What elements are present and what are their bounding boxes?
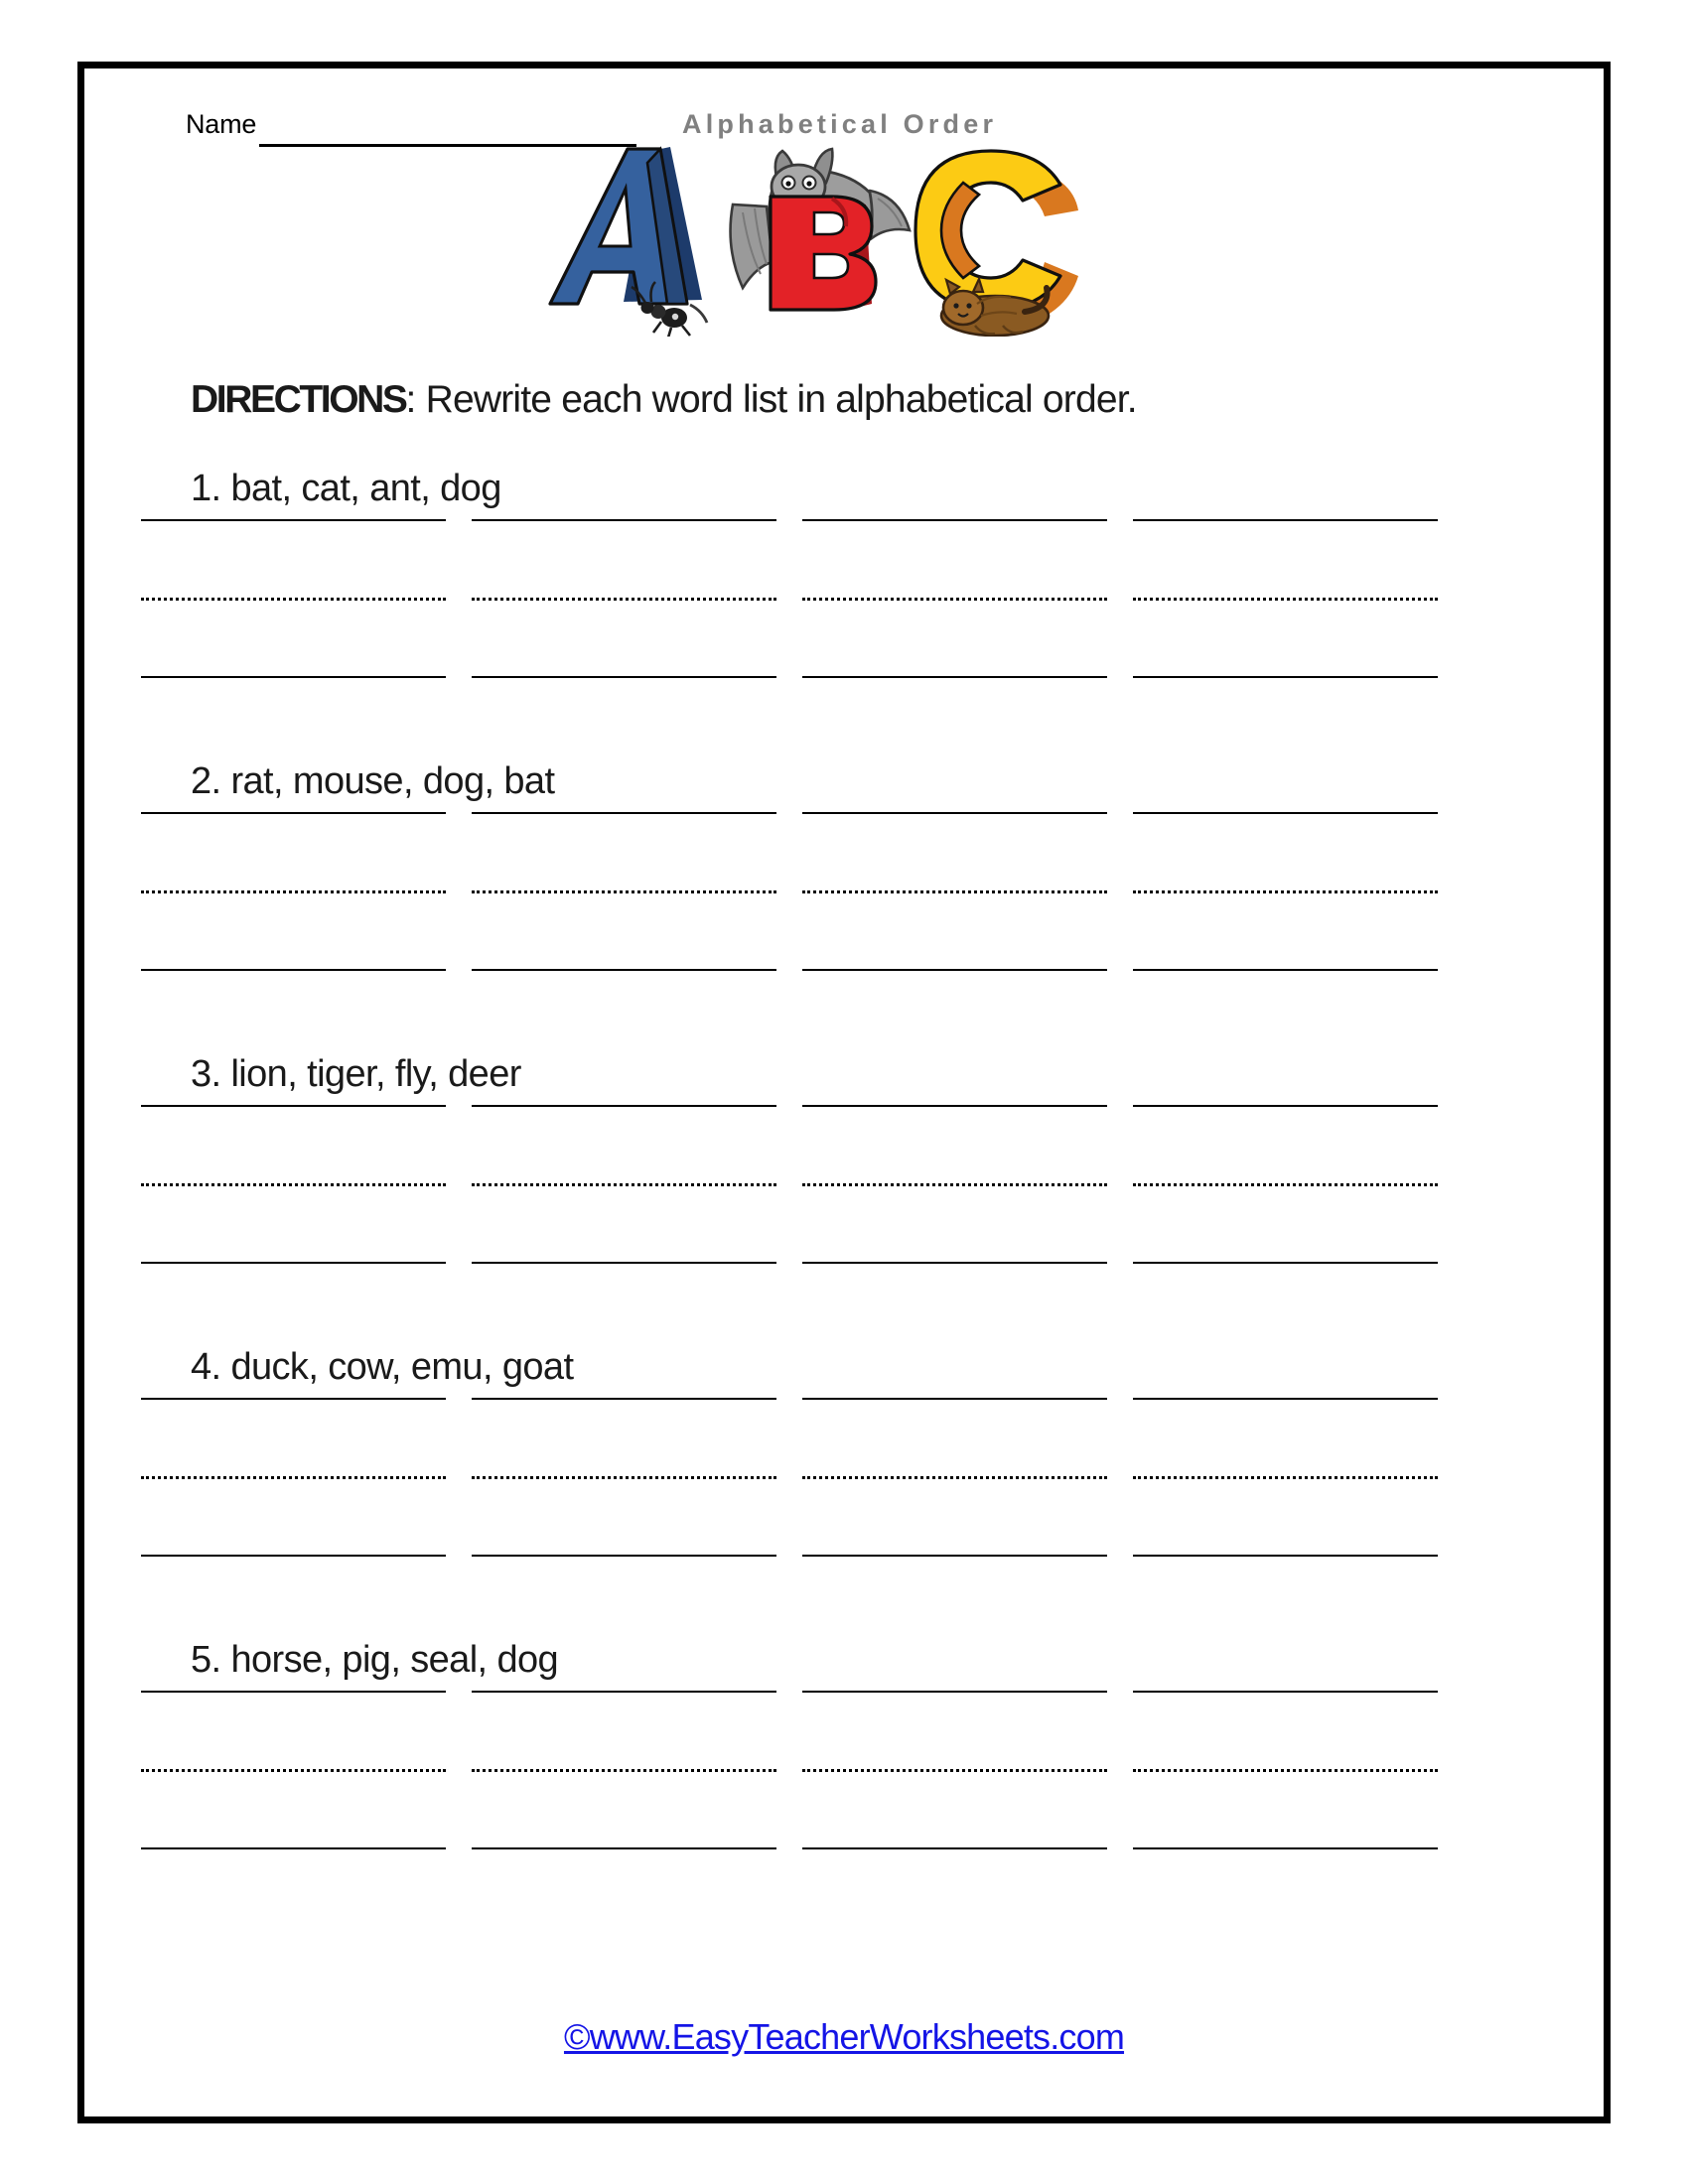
rule-top xyxy=(1133,1105,1438,1107)
rule-middle-dotted xyxy=(1133,890,1438,893)
answer-lines-row xyxy=(141,1398,1551,1557)
rule-bottom xyxy=(1133,969,1438,971)
rule-middle-dotted xyxy=(1133,598,1438,601)
directions-body: Rewrite each word list in alphabetical order. xyxy=(425,378,1137,421)
answer-line-slot[interactable] xyxy=(141,1105,446,1264)
directions-label: DIRECTIONS xyxy=(191,378,406,421)
rule-top xyxy=(1133,812,1438,814)
answer-line-slot[interactable] xyxy=(1133,1691,1438,1849)
rule-top xyxy=(1133,519,1438,521)
rule-bottom xyxy=(1133,1847,1438,1849)
rule-top xyxy=(472,1691,776,1693)
rule-middle-dotted xyxy=(472,890,776,893)
rule-middle-dotted xyxy=(802,598,1107,601)
footer xyxy=(91,2016,1597,2058)
rule-top xyxy=(141,812,446,814)
rule-middle-dotted xyxy=(141,1476,446,1479)
rule-top xyxy=(141,1105,446,1107)
answer-line-slot[interactable] xyxy=(802,519,1107,678)
rule-bottom xyxy=(1133,1555,1438,1557)
rule-bottom xyxy=(472,1262,776,1264)
rule-top xyxy=(1133,1691,1438,1693)
rule-bottom xyxy=(1133,1262,1438,1264)
rule-bottom xyxy=(472,676,776,678)
answer-line-slot[interactable] xyxy=(1133,519,1438,678)
answer-line-slot[interactable] xyxy=(141,519,446,678)
answer-line-slot[interactable] xyxy=(802,1105,1107,1264)
answer-lines-row xyxy=(141,519,1551,678)
answer-line-slot[interactable] xyxy=(1133,1105,1438,1264)
rule-bottom xyxy=(802,676,1107,678)
answer-lines-row xyxy=(141,1105,1551,1264)
directions-separator: : xyxy=(405,378,426,421)
answer-line-slot[interactable] xyxy=(802,1691,1107,1849)
rule-middle-dotted xyxy=(141,1769,446,1772)
rule-bottom xyxy=(1133,676,1438,678)
rule-middle-dotted xyxy=(141,1183,446,1186)
rule-top xyxy=(802,1691,1107,1693)
rule-top xyxy=(802,812,1107,814)
answer-line-slot[interactable] xyxy=(472,519,776,678)
rule-bottom xyxy=(802,1262,1107,1264)
problem-prompt: 3. lion, tiger, fly, deer xyxy=(191,1053,521,1095)
rule-top xyxy=(472,1105,776,1107)
rule-top xyxy=(802,1398,1107,1400)
rule-middle-dotted xyxy=(1133,1183,1438,1186)
rule-middle-dotted xyxy=(802,1476,1107,1479)
rule-bottom xyxy=(141,1555,446,1557)
answer-line-slot[interactable] xyxy=(472,1398,776,1557)
rule-top xyxy=(802,519,1107,521)
rule-middle-dotted xyxy=(1133,1476,1438,1479)
answer-line-slot[interactable] xyxy=(1133,1398,1438,1557)
rule-middle-dotted xyxy=(802,1769,1107,1772)
rule-bottom xyxy=(141,1847,446,1849)
rule-middle-dotted xyxy=(141,598,446,601)
answer-lines-row xyxy=(141,1691,1551,1849)
rule-middle-dotted xyxy=(802,1183,1107,1186)
rule-top xyxy=(802,1105,1107,1107)
answer-line-slot[interactable] xyxy=(472,1105,776,1264)
rule-bottom xyxy=(802,1847,1107,1849)
problem-prompt: 2. rat, mouse, dog, bat xyxy=(191,760,555,802)
rule-top xyxy=(1133,1398,1438,1400)
answer-line-slot[interactable] xyxy=(472,812,776,971)
problem-prompt: 4. duck, cow, emu, goat xyxy=(191,1346,574,1388)
answer-line-slot[interactable] xyxy=(802,812,1107,971)
rule-bottom xyxy=(141,676,446,678)
answer-line-slot[interactable] xyxy=(802,1398,1107,1557)
rule-bottom xyxy=(472,1555,776,1557)
letter-c-graphic xyxy=(915,151,1078,336)
rule-middle-dotted xyxy=(472,1183,776,1186)
problem-prompt: 5. horse, pig, seal, dog xyxy=(191,1639,559,1681)
rule-top xyxy=(141,519,446,521)
worksheet-content xyxy=(91,75,1597,2110)
website-link[interactable]: ©www.EasyTeacherWorksheets.com xyxy=(563,2016,1125,2057)
rule-middle-dotted xyxy=(802,890,1107,893)
answer-line-slot[interactable] xyxy=(141,812,446,971)
rule-middle-dotted xyxy=(141,890,446,893)
answer-lines-row xyxy=(141,812,1551,971)
answer-line-slot[interactable] xyxy=(141,1691,446,1849)
page-title: Alphabetical Order xyxy=(682,109,998,139)
answer-line-slot[interactable] xyxy=(1133,812,1438,971)
rule-top xyxy=(472,1398,776,1400)
rule-middle-dotted xyxy=(1133,1769,1438,1772)
rule-bottom xyxy=(472,1847,776,1849)
rule-bottom xyxy=(802,969,1107,971)
name-label: Name xyxy=(186,109,257,139)
problem-prompt: 1. bat, cat, ant, dog xyxy=(191,468,501,509)
rule-top xyxy=(472,812,776,814)
answer-line-slot[interactable] xyxy=(141,1398,446,1557)
directions-text xyxy=(191,378,1137,422)
rule-bottom xyxy=(802,1555,1107,1557)
answer-line-slot[interactable] xyxy=(472,1691,776,1849)
rule-top xyxy=(141,1398,446,1400)
rule-top xyxy=(472,519,776,521)
letter-b-graphic xyxy=(731,149,910,310)
rule-bottom xyxy=(141,969,446,971)
rule-middle-dotted xyxy=(472,1769,776,1772)
rule-middle-dotted xyxy=(472,598,776,601)
rule-top xyxy=(141,1691,446,1693)
abc-letters-illustration xyxy=(528,133,1104,337)
rule-bottom xyxy=(141,1262,446,1264)
letter-a-graphic xyxy=(550,147,707,337)
rule-middle-dotted xyxy=(472,1476,776,1479)
rule-bottom xyxy=(472,969,776,971)
